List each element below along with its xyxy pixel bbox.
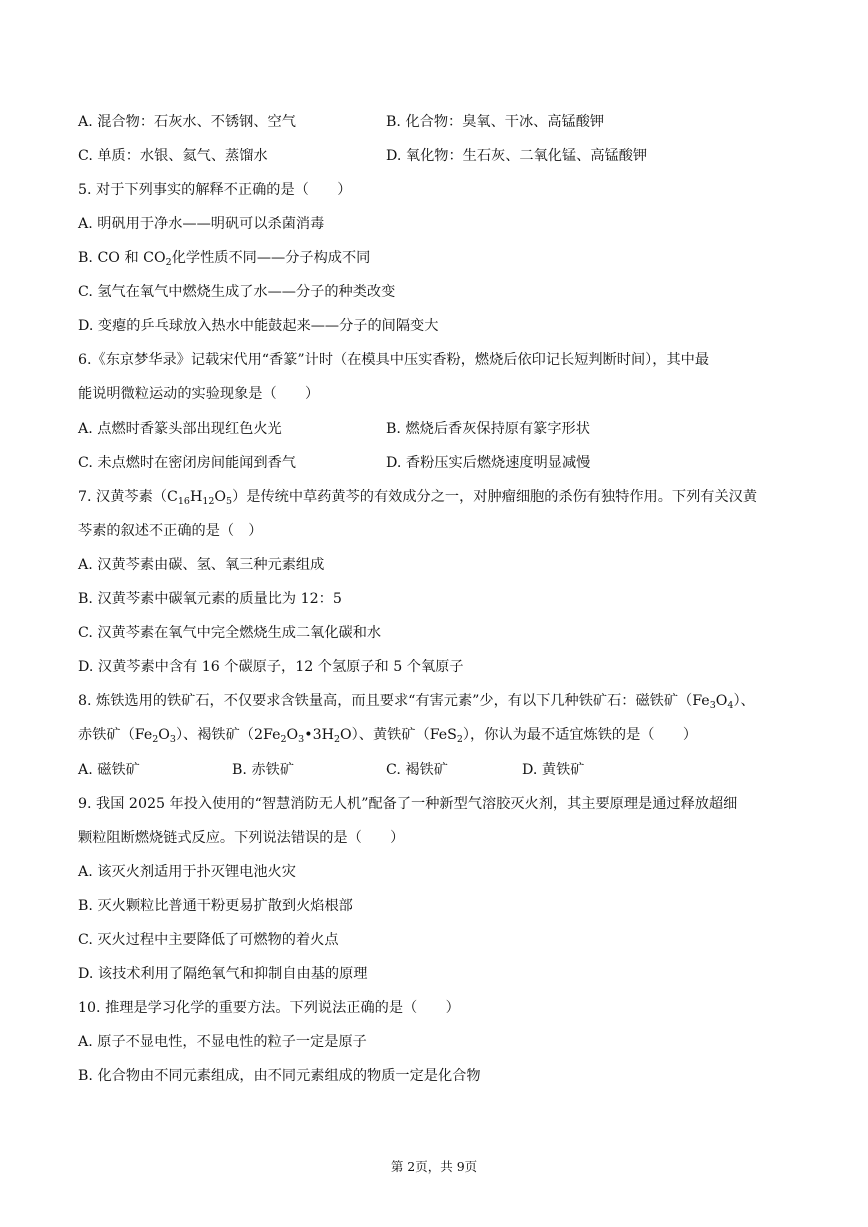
- q5-b-pre: B. CO 和 CO: [78, 250, 166, 266]
- q8-l2-d: O: [286, 727, 299, 743]
- q6-option-c: C. 未点燃时在密闭房间能闻到香气: [78, 455, 296, 471]
- q8-l2-c: ）、褐铁矿（2Fe: [175, 727, 281, 743]
- q7-sub-c: 16: [177, 496, 190, 507]
- q7-sub-o: 5: [226, 496, 233, 507]
- q7-option-a: A. 汉黄芩素由碳、氢、氧三种元素组成: [78, 557, 325, 573]
- q5-option-b: [78, 248, 370, 268]
- q10-option-b: B. 化合物由不同元素组成，由不同元素组成的物质一定是化合物: [78, 1068, 481, 1084]
- q8-s1: 3: [709, 700, 716, 711]
- q9-option-d: D. 该技术利用了隔绝氧气和抑制自由基的原理: [78, 966, 368, 982]
- q8-o1: O: [715, 693, 728, 709]
- q8-l2-b: O: [158, 727, 170, 743]
- q5-stem: 5. 对于下列事实的解释不正确的是（ ）: [78, 182, 352, 198]
- q7-stem-pre: 7. 汉黄芩素（C: [78, 489, 178, 505]
- q7-stem-line1: [78, 487, 757, 507]
- q8-l2-e: •3H: [304, 727, 334, 743]
- q7-option-b: B. 汉黄芩素中碳氧元素的质量比为 12：5: [78, 591, 342, 607]
- q6-option-a: A. 点燃时香篆头部出现红色火光: [78, 421, 282, 437]
- q6-option-d: D. 香粉压实后燃烧速度明显减慢: [386, 455, 591, 471]
- q8-l2-s6: 2: [456, 734, 463, 745]
- q5-b-post: 化学性质不同——分子构成不同: [171, 250, 371, 266]
- q8-l2-s5: 2: [333, 734, 341, 745]
- q5-b-sub: 2: [165, 257, 172, 268]
- q9-option-c: C. 灭火过程中主要降低了可燃物的着火点: [78, 932, 339, 948]
- q4-option-b: B. 化合物：臭氧、干冰、高锰酸钾: [386, 114, 605, 130]
- q4-option-a: A. 混合物：石灰水、不锈钢、空气: [78, 114, 296, 130]
- q8-stem-line1: [78, 691, 755, 711]
- q8-l2-a: 赤铁矿（Fe: [78, 727, 153, 743]
- q8-s2: 4: [727, 700, 734, 711]
- q7-stem-line2: 芩素的叙述不正确的是（ ）: [78, 523, 263, 539]
- q7-option-c: C. 汉黄芩素在氧气中完全燃烧生成二氧化碳和水: [78, 625, 382, 641]
- q8-stem-line2: [78, 725, 697, 745]
- q8-option-c: C. 褐铁矿: [386, 762, 448, 778]
- q4-option-c: C. 单质：水银、氦气、蒸馏水: [78, 148, 268, 164]
- q4-option-d: D. 氧化物：生石灰、二氧化锰、高锰酸钾: [386, 148, 648, 164]
- q8-l2-s3: 2: [280, 734, 287, 745]
- q6-stem-line2: 能说明微粒运动的实验现象是（ ）: [78, 386, 320, 402]
- q9-option-a: A. 该灭火剂适用于扑灭锂电池火灾: [78, 864, 296, 880]
- q7-option-d: D. 汉黄芩素中含有 16 个碳原子，12 个氢原子和 5 个氧原子: [78, 659, 464, 675]
- q7-stem-post: ）是传统中草药黄芩的有效成分之一，对肿瘤细胞的杀伤有独特作用。下列有关汉黄: [232, 489, 758, 505]
- q8-l2-g: ），你认为最不适宜炼铁的是（ ）: [462, 727, 698, 743]
- q7-h: H: [189, 489, 203, 505]
- q8-stem-post: ）、: [733, 693, 755, 709]
- q8-l2-s1: 2: [152, 734, 159, 745]
- q6-stem-line1: 6.《东京梦华录》记载宋代用“香篆”计时（在模具中压实香粉，燃烧后依印记长短判断时间），其中最: [78, 352, 710, 368]
- q5-option-c: C. 氢气在氧气中燃烧生成了水——分子的种类改变: [78, 284, 396, 300]
- q5-option-d: D. 变瘪的乒乓球放入热水中能鼓起来——分子的间隔变大: [78, 318, 439, 334]
- q8-option-d: D. 黄铁矿: [522, 762, 585, 778]
- q7-sub-h: 12: [202, 496, 215, 507]
- q6-option-b: B. 燃烧后香灰保持原有篆字形状: [386, 421, 590, 437]
- page-number-footer: 第 2页，共 9页: [390, 1159, 478, 1174]
- q8-l2-s4: 3: [298, 734, 305, 745]
- q8-stem-pre: 8. 炼铁选用的铁矿石，不仅要求含铁量高，而且要求“有害元素”少，有以下几种铁矿石：磁铁矿（Fe: [78, 693, 710, 709]
- q8-option-b: B. 赤铁矿: [232, 762, 295, 778]
- q9-stem-line1: 9. 我国 2025 年投入使用的“智慧消防无人机”配备了一种新型气溶胶灭火剂，其主要原理是通过释放超细: [78, 796, 738, 812]
- q7-o: O: [214, 489, 227, 505]
- q8-l2-s2: 3: [169, 734, 176, 745]
- q8-l2-f: O）、黄铁矿（FeS: [340, 727, 457, 743]
- q5-option-a: A. 明矾用于净水——明矾可以杀菌消毒: [78, 216, 325, 232]
- q10-stem: 10. 推理是学习化学的重要方法。下列说法正确的是（ ）: [78, 1000, 460, 1016]
- q9-option-b: B. 灭火颗粒比普通干粉更易扩散到火焰根部: [78, 898, 353, 914]
- q10-option-a: A. 原子不显电性，不显电性的粒子一定是原子: [78, 1034, 367, 1050]
- q9-stem-line2: 颗粒阻断燃烧链式反应。下列说法错误的是（ ）: [78, 830, 405, 846]
- q8-option-a: A. 磁铁矿: [78, 762, 140, 778]
